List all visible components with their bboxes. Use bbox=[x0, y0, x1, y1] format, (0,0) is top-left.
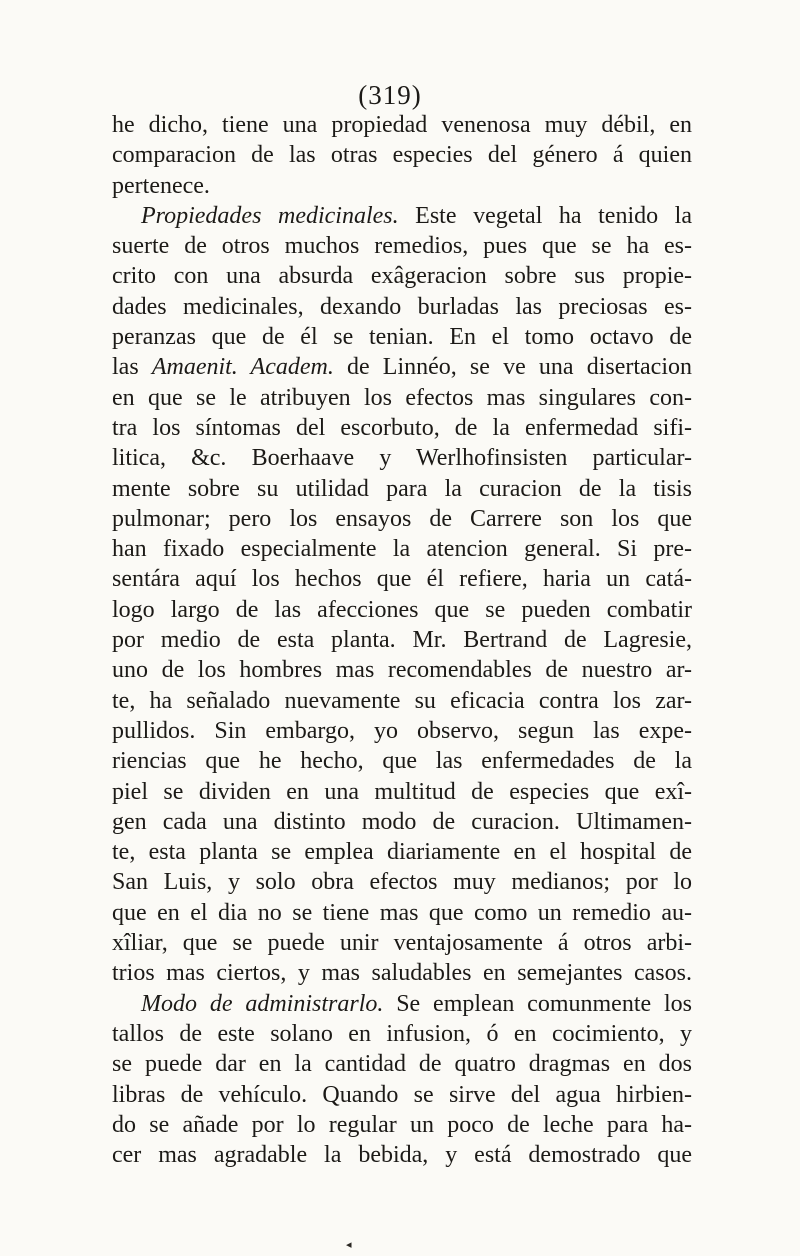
text-line: riencias que he hecho, que las enfermedades de la bbox=[112, 748, 692, 775]
text-line bbox=[112, 352, 692, 382]
text-line: pertenece. bbox=[112, 172, 210, 199]
text-line: dades medicinales, dexando burladas las preciosas es- bbox=[112, 293, 692, 320]
body-text bbox=[112, 110, 692, 1170]
text-line: por medio de esta planta. Mr. Bertrand de Lagresie, bbox=[112, 627, 692, 654]
text-line: litica, &c. Boerhaave y Werlhofinsisten particular- bbox=[112, 445, 692, 472]
text-line: suerte de otros muchos remedios, pues que se ha es- bbox=[112, 233, 692, 260]
text-line: tra los síntomas del escorbuto, de la enfermedad sifi- bbox=[112, 414, 692, 441]
section-heading-propiedades: Propiedades medicinales. bbox=[141, 202, 399, 229]
text-line: te, ha señalado nuevamente su eficacia contra los zar- bbox=[112, 687, 692, 714]
text-line: tallos de este solano en infusion, ó en cocimiento, y bbox=[112, 1020, 692, 1047]
text-line: pullidos. Sin embargo, yo observo, segun las expe- bbox=[112, 717, 692, 744]
citation-title: Amaenit. Academ. bbox=[151, 354, 334, 381]
text-line: trios mas ciertos, y mas saludables en semejantes casos. bbox=[112, 960, 692, 987]
text-line: logo largo de las afecciones que se pueden combatir bbox=[112, 596, 692, 623]
text-line: comparacion de las otras especies del género á quien bbox=[112, 142, 692, 169]
text-line: he dicho, tiene una propiedad venenosa muy débil, en bbox=[112, 112, 692, 138]
text-run: Se emplean comunmente los bbox=[383, 990, 692, 1017]
text-line: pulmonar; pero los ensayos de Carrere son los que bbox=[112, 505, 692, 532]
text-line: gen cada una distinto modo de curacion. Ultimamen- bbox=[112, 808, 692, 835]
text-line: han fixado especialmente la atencion general. Si pre- bbox=[112, 536, 692, 563]
text-run: las bbox=[112, 354, 152, 381]
text-line: do se añade por lo regular un poco de leche para ha- bbox=[112, 1111, 692, 1138]
text-line bbox=[112, 201, 692, 231]
page-number: (319) bbox=[358, 80, 422, 110]
text-line: libras de vehículo. Quando se sirve del agua hirbien- bbox=[112, 1081, 692, 1108]
text-line: xîliar, que se puede unir ventajosamente á otros arbi- bbox=[112, 930, 692, 957]
text-line: se puede dar en la cantidad de quatro dragmas en dos bbox=[112, 1051, 692, 1078]
text-line: crito con una absurda exâgeracion sobre sus propie- bbox=[112, 263, 692, 290]
text-line: sentára aquí los hechos que él refiere, haria un catá- bbox=[112, 566, 692, 593]
bottom-mark-icon: ◂ bbox=[346, 1238, 352, 1251]
text-run: de Linnéo, se ve una disertacion bbox=[333, 354, 692, 381]
text-run: Este vegetal ha tenido la bbox=[398, 202, 692, 229]
text-line: mente sobre su utilidad para la curacion de la tisis bbox=[112, 475, 692, 502]
text-line: te, esta planta se emplea diariamente en el hospital de bbox=[112, 839, 692, 866]
text-line: en que se le atribuyen los efectos mas singulares con- bbox=[112, 384, 692, 411]
text-line: peranzas que de él se tenian. En el tomo octavo de bbox=[112, 324, 692, 351]
section-heading-modo: Modo de administrarlo. bbox=[141, 990, 384, 1017]
text-line: San Luis, y solo obra efectos muy medianos; por lo bbox=[112, 869, 692, 896]
text-line: cer mas agradable la bebida, y está demostrado que bbox=[112, 1142, 692, 1169]
text-line bbox=[112, 989, 692, 1019]
text-line: uno de los hombres mas recomendables de nuestro ar- bbox=[112, 657, 692, 684]
text-line: que en el dia no se tiene mas que como un remedio au- bbox=[112, 899, 692, 926]
text-line: piel se dividen en una multitud de especies que exî- bbox=[112, 778, 692, 805]
